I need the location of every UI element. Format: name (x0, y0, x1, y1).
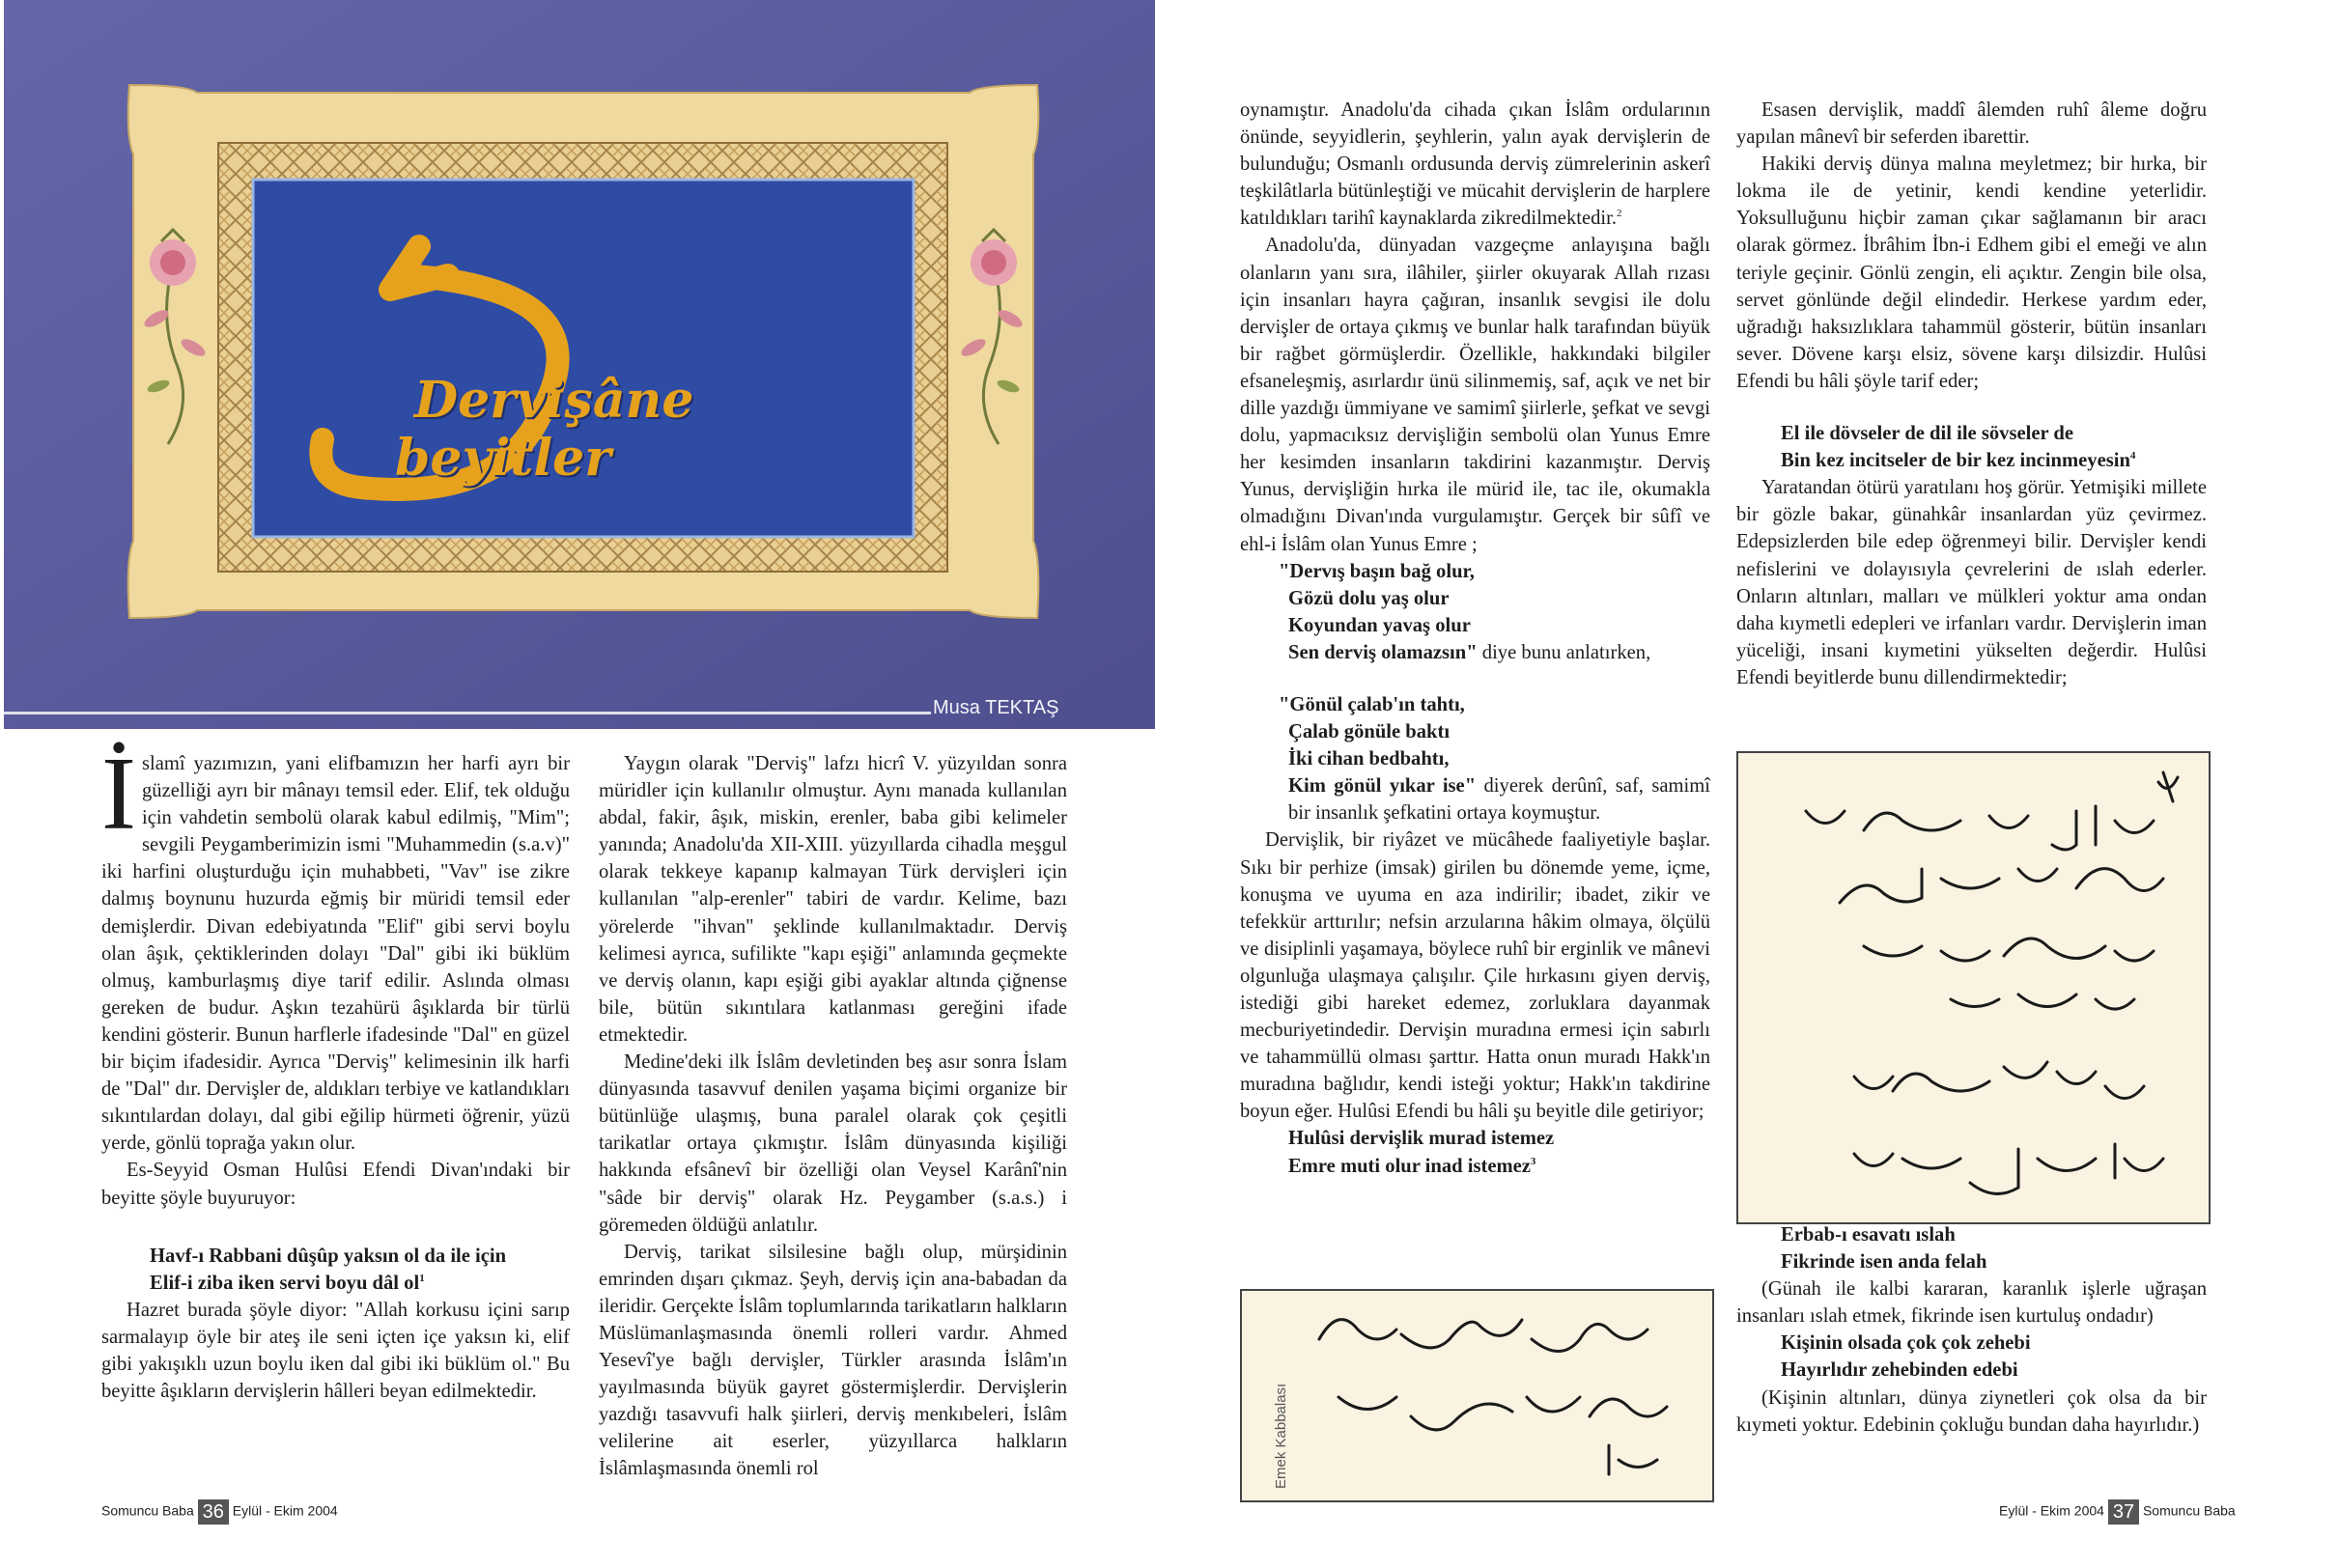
column-2 (599, 750, 1067, 1483)
photo-credit: Musa TEKTAŞ (933, 697, 1059, 718)
column-4 (1736, 97, 2207, 691)
credit-rule (4, 712, 931, 714)
footer-date: Eylül - Ekim 2004 (232, 1502, 338, 1519)
hero-title-line1: Dervişâne (414, 371, 694, 430)
paragraph: Derviş, tarikat silsilesine bağlı olup, mürşidinin emrinden dışarı çıkmaz. Şeyh, derviş için ana-babadan da ileridir. Gerçekte İslâm toplumlarında tarikatların halkların Müslümanlaşmasında önemli rolleri vardır. Ahmed Yesevî'ye bağlı dervişler, Türkler arasında İslâm'ın yayılmasında büyük gayret göstermişlerdir. Dervişlerin yazdığı tasavvufi halk şiirleri, derviş menkıbeleri, İslâm velilerine ait eserler, yüzyıllarca halkların İslâmlaşmasında önemli rol (599, 1241, 1067, 1480)
verse-block: Kişinin olsada çok çok zehebi Hayırlıdır zehebinden edebi (1781, 1332, 2031, 1382)
verse-block: "Gönül çalab'ın tahtı, Çalab gönüle baktı İki cihan bedbahtı, (1279, 693, 1465, 770)
paragraph: (Kişinin altınları, dünya ziynetleri çok olsa da bir kıymeti yoktur. Edebinin çokluğu bundan daha hayırlıdır.) (1736, 1386, 2207, 1436)
footer-left (101, 1499, 338, 1525)
manuscript-image-1 (1240, 1289, 1714, 1502)
arabic-script-image (1738, 753, 2209, 1222)
verse-block: "Dervış başın bağ olur, Gözü dolu yaş olur Koyundan yavaş olur Sen derviş olamazsın" diye bunu anlatırken, (1279, 560, 1651, 663)
paragraph: Es-Seyyid Osman Hulûsi Efendi Divan'ındaki bir beyitte şöyle buyuruyor: (101, 1160, 570, 1209)
verse-block: Hulûsi dervişlik murad istemez Emre muti olur inad istemez$^3$ (1288, 1128, 1555, 1177)
paragraph: Anadolu'da, dünyadan vazgeçme anlayışına bağlı olanların yanı sıra, ilâhiler, şiirler okuyarak Allah rızası için insanları hayra çağıran, insanlık sevgisi ile dolu dervişler de ortaya çıkmış ve bunlar halk tarafından büyük bir rağbet görmüşlerdir. Özellikle, hakkındaki bilgiler efsaneleşmiş, asırlardır ünü silinmemiş, saf, açık ve net bir dille yazdığı ümmiyane ve samimî şiirlerle, şefkat ve sevgi dolu, yapmacıksız dervişliğin sembolü olan Yunus Emre her kesimden insanların takdirini kazanmıştır. Derviş Yunus, dervişliğin hırka ile mürid ile, tac ile, okumakla olmadığını Divan'ında vurgulamıştır. Gerçek bir sûfî ve ehl-i İslâm olan Yunus Emre ; (1240, 235, 1710, 555)
manuscript-image-2 (1736, 751, 2211, 1224)
paragraph: İslamî yazımızın, yani elifbamızın her harfi ayrı bir güzelliği ayrı bir mânayı temsil eder. Elif, tek olduğu için vahdetin sembolü olarak kabul edilmiş, "Mim"; sevgili Peygamberimizin ismi "Muhammedin (s.a.v)" iki harfini oluşturduğu için muhabbeti, "Vav" ise zikre dalmış boynunu huzurda eğmiş bir müridi temsil eder demişlerdir. Divan edebiyatında "Elif" gibi servi boylu olan âşık, çektiklerinden dolayı "Dal" gibi iki büklüm olmuş, kamburlaşmış diye tarif edilir. Aslında olması gereken de budur. Aşkın tezahürü âşıklarda bir türlü kendini gösterir. Bunun harflerle ifadesinde "Dal" en güzel bir biçim ifadesidir. Ayrıca "Derviş" kelimesinin ilk harfi de "Dal" dır. Dervişler de, aldıkları terbiye ve katlandıkları sıkıntılardan dolayı, dal gibi eğilip hürmeti öğrenir, yüzü yerde, gönlü toprağa yakın olur. (101, 737, 570, 1155)
paragraph: Yaratandan ötürü yaratılanı hoş görür. Yetmişiki millete bir gözle bakar, günahkâr insanlardan yüz çevirmez. Edepsizlerden bile edep öğrenmeyi bilir. Dervişler kendi nefislerini ve dolayısıyla çevrelerini de ıslah ederler. Onların altınları, malları ve mülkleri yoktur ama ondan daha kıymetli edepleri ve irfanları vardır. Dervişlerin iman yüceliği, insani kıymetini yükselten değerdir. Hulûsi Efendi beyitlerde bunu dillendirmektedir; (1736, 477, 2207, 688)
verse-block: El ile dövseler de dil ile sövseler de Bin kez incitseler de bir kez incinmeyesin$^4$ (1781, 423, 2136, 472)
arabic-script-image (1242, 1291, 1712, 1500)
footer-magazine: Somuncu Baba (2142, 1502, 2236, 1519)
column-4-bottom (1736, 1221, 2207, 1439)
paragraph: Hakiki derviş dünya malına meyletmez; bir hırka, bir lokma ile de yetinir, kendi kendine yeterlidir. Yoksulluğunu hiçbir zaman çıkar sağlamanın bir aracı olarak görmez. İbrâhim İbn-i Edhem gibi el emeği ve alın teriyle geçinir. Gönlü zengin, eli açıktır. Zengin bile olsa, servet gönlünde değil elindedir. Herkese yardım eder, uğradığı haksızlıklara tahammül gösterir, bütün insanları sever. Dövene karşı elsiz, sövene karşı dilsizdir. Hulûsi Efendi bu hâli şöyle tarif eder; (1736, 154, 2207, 392)
verse-block: Havf-ı Rabbani dûşûp yaksın ol da ile için Elif-i ziba iken servi boyu dâl $ol^1$ (150, 1245, 507, 1294)
footer-date: Eylül - Ekim 2004 (1999, 1502, 2104, 1519)
paragraph: Kim gönül yıkar ise" diyerek derûnî, saf, samimî bir insanlık şefkatini ortaya koymuştur. (1288, 775, 1710, 825)
manuscript-label: Emek Kabbalası (1273, 1383, 1289, 1489)
paragraph: Yaygın olarak "Derviş" lafzı hicrî V. yüzyıldan sonra müridler için kullanılır olmuştur. Aynı manada kullanılan abdal, fakir, âşık, miskin, erenler, baba gibi kelimeler yanında; Anadolu'da XII-XIII. yüzyıllarda cihadla meşgul olarak tekkeye kapanıp kalmayan Türk dervişleri için kullanılan "alp-erenler" tabiri de vardır. Kelime, bazı yörelerde "ihvan" şeklinde kullanılmaktadır. Derviş kelimesi ayrıca, sufilikte "kapı eşiği" anlamında geçmekte ve derviş olanın, kapı eşiği gibi ayaklar altında çiğnense bile, bütün sıkıntılara katlanması gereğini ifade etmektedir. (599, 753, 1067, 1046)
paragraph: Esasen dervişlik, maddî âlemden ruhî âleme doğru yapılan mânevî bir seferden ibarettir. (1736, 99, 2207, 149)
paragraph: oynamıştır. Anadolu'da cihada çıkan İslâm ordularının önünde, seyyidlerin, şeyhlerin, yalın ayak dervişlerin de bulunduğu; Osmanlı ordusunda derviş zümrelerinin askerî teşkilâtlarla bütünleştiği ve mücahit dervişlerin de harplere katıldıkları tarihî kaynaklarda zikredilmektedir.$^2$ (1240, 99, 1710, 230)
hero-image (4, 0, 1155, 729)
page-number: 37 (2108, 1499, 2139, 1525)
hero-title-line2: beyitler (395, 429, 611, 488)
drop-cap: İ (101, 737, 136, 852)
paragraph: Medine'deki ilk İslâm devletinden beş asır sonra İslam dünyasında tasavvuf denilen yaşama biçimi organize bir bütünlüğe ulaşmış, buna paralel olarak çok çeşitli tarikatlar ortaya çıkmıştır. İslâm dünyasında kişiliği hakkında efsânevî bir özelliği olan Veysel Karânî'nin "sâde bir derviş" olarak Hz. Peygamber (s.a.s.) i göremeden öldüğü anlatılır. (599, 1051, 1067, 1236)
paragraph: (Günah ile kalbi kararan, karanlık işlerle uğraşan insanları ıslah etmek, fikrinde isen kurtuluş ondadır) (1736, 1278, 2207, 1328)
paragraph: Dervişlik, bir riyâzet ve mücâhede faaliyetiyle başlar. Sıkı bir perhize (imsak) girilen bu dönemde yeme, içme, konuşma ve uyuma en aza indirilir; ibadet, zikir ve tefekkür arttırılır; nefsin arzularına hâkim olmaya, ölçülü ve disiplinli yaşamaya, böylece ruhî bir erginlik ve mânevi olgunluğa ulaşmaya çalışılır. Çile hırkasını giyen derviş, istediği gibi hareket edemez, zorluklara dayanmak mecburiyetindedir. Dervişin muradına ermesi için sabırlı ve tahammüllü olması şarttır. Hatta onun muradı Hakk'ın muradına bağlıdır, kendi isteği yoktur; Hakk'ın takdirine boyun eğer. Hulûsi Efendi bu hâli şu beyitle dile getiriyor; (1240, 829, 1710, 1123)
column-1 (101, 737, 570, 1405)
footer-right (1999, 1499, 2236, 1525)
footer-magazine: Somuncu Baba (101, 1502, 194, 1519)
paragraph: Hazret burada şöyle diyor: "Allah korkusu içini sarıp sarmalayıp öyle bir ateş ile seni içten içe yaksın ki, elif gibi yakışıklı uzun boylu iken dal gibi iki büklüm ol." Bu beyitte âşıkların dervişlerin hâlleri beyan edilmektedir. (101, 1299, 570, 1403)
column-3 (1240, 97, 1710, 1180)
page-number: 36 (198, 1499, 229, 1525)
calligraphy-frame-illustration (4, 0, 1155, 729)
verse-block: Erbab-ı esavatı ıslah Fikrinde isen anda felah (1781, 1224, 1987, 1274)
